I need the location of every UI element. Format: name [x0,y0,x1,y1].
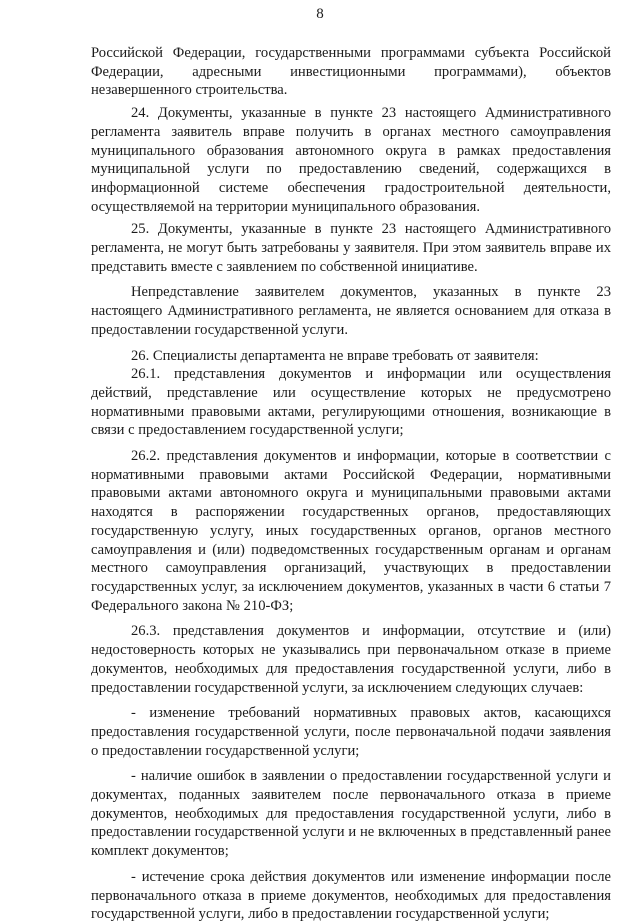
paragraph: 26.3. представления документов и информации, отсутствие и (или) недостоверность которых не указывались при первоначальном отказе в приеме документов, необходимых для предоставления государственной услуги, либо в предоставлении государственной услуги, за исключением следующих случаев: [91,623,611,696]
document-body [91,44,611,924]
paragraph: Российской Федерации, государственными программами субъекта Российской Федерации, адресными инвестиционными программами), объектов незавершенного строительства. [91,45,611,99]
paragraph: - наличие ошибок в заявлении о предоставлении государственной услуги и документах, поданных заявителем после первоначального отказа в приеме документов, необходимых для предоставления государственной услуги, либо в предоставлении государственной услуги и не включенных в представленный ранее комплект документов; [91,768,611,860]
paragraph: 26. Специалисты департамента не вправе требовать от заявителя: [131,347,539,364]
paragraph: 25. Документы, указанные в пункте 23 настоящего Административного регламента, не могут быть затребованы у заявителя. При этом заявитель вправе их представить вместе с заявлением по собственной инициативе. [91,221,611,275]
paragraph: - изменение требований нормативных правовых актов, касающихся предоставления государственной услуги, после первоначальной подачи заявления о предоставлении государственной услуги; [91,705,611,759]
paragraph: 26.2. представления документов и информации, которые в соответствии с нормативными правовыми актами Российской Федерации, нормативными правовыми актами автономного округа и муниципальными правовыми актами находятся в распоряжении государственных органов, предоставляющих государственную услугу, иных государственных органов, органов местного самоуправления и (или) подведомственных государственным органам и органам местного самоуправления организаций, участвующих в предоставлении государственных услуг, за исключением документов, указанных в части 6 статьи 7 Федерального закона № 210-ФЗ; [91,448,611,614]
paragraph: Непредставление заявителем документов, указанных в пункте 23 настоящего Административного регламента, не является основанием для отказа в предоставлении государственной услуги. [91,284,611,338]
page-number: 8 [316,6,324,22]
paragraph: 24. Документы, указанные в пункте 23 настоящего Административного регламента заявитель вправе получить в органах местного самоуправления муниципального образования автономного округа в рамках предоставления муниципальной услуги по предоставлению сведений, содержащихся в информационной системе обеспечения градостроительной деятельности, осуществляемой на территории муниципального образования. [91,105,611,215]
paragraph: - истечение срока действия документов или изменение информации после первоначального отказа в приеме документов, необходимых для предоставления государственной услуги, либо в предоставлении государственной услуги; [91,868,611,923]
paragraph: 26.1. представления документов и информации или осуществления действий, представление или осуществление которых не предусмотрено нормативными правовыми актами, регулирующими отношения, возникающие в связи с предоставлением государственной услуги; [91,366,611,439]
